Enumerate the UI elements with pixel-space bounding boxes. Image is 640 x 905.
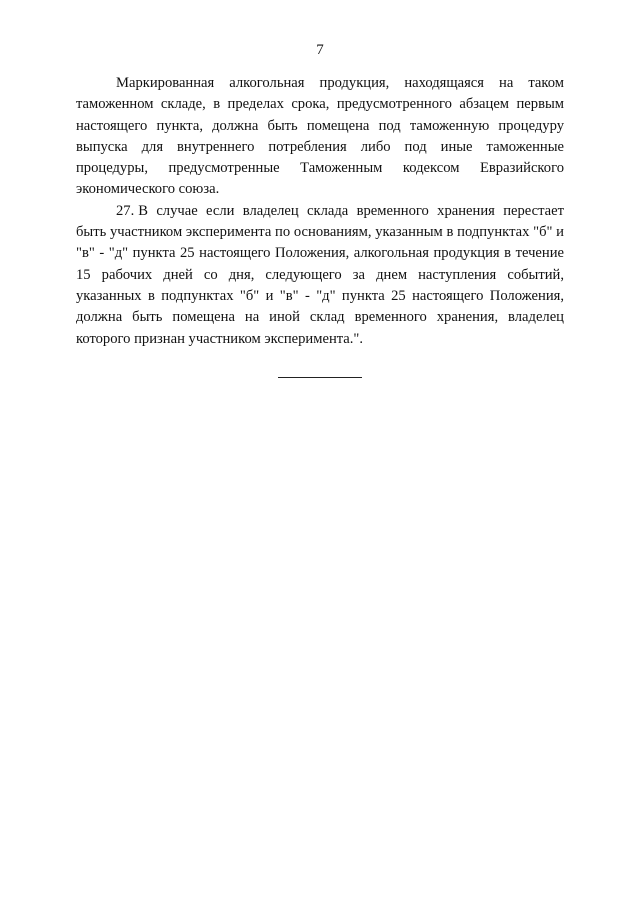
end-divider-line bbox=[278, 377, 362, 378]
paragraph-text: Маркированная алкогольная продукция, находящаяся на таком таможенном складе, в пределах срока, предусмотренного абзацем первым настоящего пункта, должна быть помещена под таможенную процедуру выпуска для внутреннего потребления либо под иные таможенные процедуры, предусмотренные Таможенным кодексом Евразийского экономического союза. bbox=[76, 75, 564, 198]
paragraph-text: В случае если владелец склада временного хранения перестает быть участником эксперимента по основаниям, указанным в подпунктах "б" и "в" - "д" пункта 25 настоящего Положения, алкогольная продукция в течение 15 рабочих дней со дня, следующего за днем наступления событий, указанных в подпунктах "б" и "в" - "д" пункта 25 настоящего Положения, должна быть помещена на иной склад временного хранения, владелец которого признан участником эксперимента.". bbox=[76, 202, 564, 347]
paragraph-number: 27. bbox=[116, 202, 135, 219]
paragraph-marked-products bbox=[76, 73, 564, 201]
document-body bbox=[76, 73, 564, 350]
paragraph-27 bbox=[76, 201, 564, 350]
page-number: 7 bbox=[316, 42, 324, 58]
